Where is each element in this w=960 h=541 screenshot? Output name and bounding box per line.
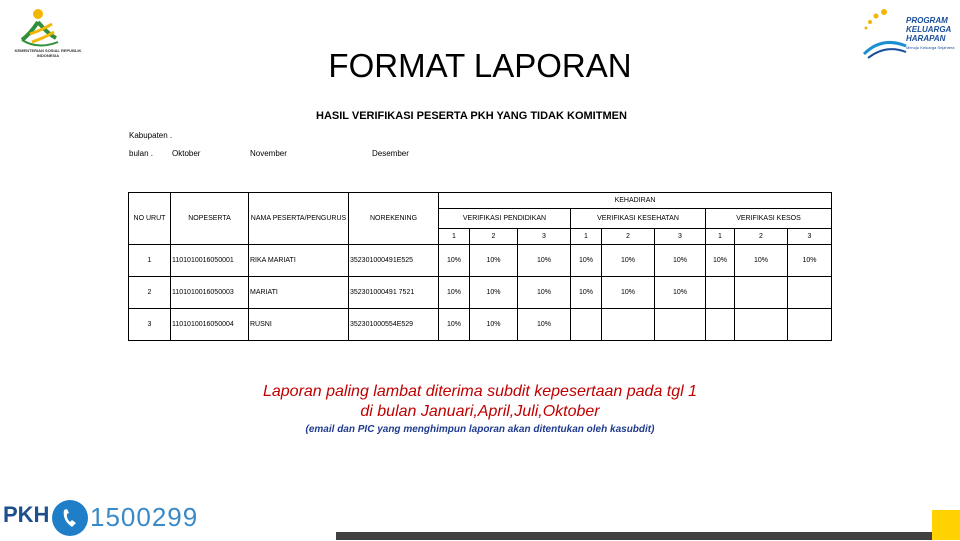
- logo-line-harapan: HARAPAN: [906, 34, 946, 43]
- sub-header: 2: [470, 229, 518, 245]
- page-title: FORMAT LAPORAN: [328, 47, 632, 84]
- logo-line-program: PROGRAM: [906, 16, 948, 25]
- report-subtitle: HASIL VERIFIKASI PESERTA PKH YANG TIDAK KOMITMEN: [316, 110, 627, 122]
- cell-value: [602, 309, 655, 341]
- group-header-pendidikan: VERIFIKASI PENDIDIKAN: [439, 209, 571, 229]
- cell-nopeserta: 1101010016050001: [171, 245, 249, 277]
- cell-value: [655, 309, 706, 341]
- sub-header: 1: [571, 229, 602, 245]
- cell-value: 10%: [518, 245, 571, 277]
- cell-value: 10%: [439, 245, 470, 277]
- pkh-program-logo-text: [906, 16, 951, 43]
- cell-value: 10%: [518, 277, 571, 309]
- kabupaten-label: Kabupaten .: [129, 131, 173, 140]
- cell-nopeserta: 1101010016050003: [171, 277, 249, 309]
- cell-value: 10%: [655, 277, 706, 309]
- cell-norek: 352301000491E525: [349, 245, 439, 277]
- cell-nama: RIKA MARIATI: [249, 245, 349, 277]
- cell-value: 10%: [518, 309, 571, 341]
- cell-value: 10%: [655, 245, 706, 277]
- col-header-nama: NAMA PESERTA/PENGURUS: [249, 193, 349, 245]
- cell-value: [735, 309, 788, 341]
- cell-value: 10%: [571, 277, 602, 309]
- hotline-number: 1500299: [90, 502, 199, 532]
- cell-value: 10%: [439, 277, 470, 309]
- col-header-kehadiran: KEHADIRAN: [439, 193, 832, 209]
- month-oktober: Oktober: [172, 149, 201, 158]
- cell-no: 3: [129, 309, 171, 341]
- sub-header: 1: [706, 229, 735, 245]
- logo-line-keluarga: KELUARGA: [906, 25, 952, 34]
- cell-value: 10%: [706, 245, 735, 277]
- cell-value: 10%: [470, 245, 518, 277]
- pkh-tagline: Menuju Keluarga Sejahtera: [906, 45, 955, 50]
- table-row: [129, 277, 832, 309]
- cell-value: 10%: [571, 245, 602, 277]
- cell-value: 10%: [788, 245, 832, 277]
- month-desember: Desember: [372, 149, 409, 158]
- cell-nama: MARIATI: [249, 277, 349, 309]
- cell-value: [788, 277, 832, 309]
- month-november: November: [250, 149, 287, 158]
- col-header-nopeserta: NOPESERTA: [171, 193, 249, 245]
- phone-icon: [52, 500, 88, 536]
- cell-value: 10%: [602, 277, 655, 309]
- deadline-note-line2: di bulan Januari,April,Juli,Oktober: [360, 403, 600, 420]
- bulan-label: bulan .: [129, 149, 154, 158]
- pic-note: (email dan PIC yang menghimpun laporan akan ditentukan oleh kasubdit): [305, 424, 655, 435]
- deadline-note: [0, 382, 960, 422]
- cell-norek: 352301000554E529: [349, 309, 439, 341]
- col-header-norekening: NOREKENING: [349, 193, 439, 245]
- sub-header: 3: [518, 229, 571, 245]
- group-header-kesos: VERIFIKASI KESOS: [706, 209, 832, 229]
- sub-header: 3: [788, 229, 832, 245]
- cell-no: 1: [129, 245, 171, 277]
- footer-bar: [336, 532, 932, 540]
- footer-accent-block: [932, 510, 960, 540]
- kemensos-logo-text: KEMENTERIAN SOSIAL REPUBLIK INDONESIA: [14, 48, 82, 58]
- cell-value: 10%: [735, 245, 788, 277]
- cell-nopeserta: 1101010016050004: [171, 309, 249, 341]
- table-header-row: [129, 193, 832, 209]
- cell-value: 10%: [439, 309, 470, 341]
- sub-header: 2: [602, 229, 655, 245]
- phone-glyph-icon: [52, 500, 88, 536]
- cell-value: [571, 309, 602, 341]
- cell-norek: 352301000491 7521: [349, 277, 439, 309]
- cell-value: 10%: [470, 309, 518, 341]
- cell-value: [735, 277, 788, 309]
- cell-value: [788, 309, 832, 341]
- cell-value: [706, 309, 735, 341]
- table-row: [129, 245, 832, 277]
- group-header-kesehatan: VERIFIKASI KESEHATAN: [571, 209, 706, 229]
- cell-value: 10%: [470, 277, 518, 309]
- deadline-note-line1: Laporan paling lambat diterima subdit kepesertaan pada tgl 1: [262, 383, 698, 400]
- sub-header: 1: [439, 229, 470, 245]
- cell-nama: RUSNI: [249, 309, 349, 341]
- pkh-brand: PKH: [3, 502, 50, 527]
- cell-value: [706, 277, 735, 309]
- sub-header: 3: [655, 229, 706, 245]
- sub-header: 2: [735, 229, 788, 245]
- col-header-no-urut: NO URUT: [129, 193, 171, 245]
- cell-value: 10%: [602, 245, 655, 277]
- cell-no: 2: [129, 277, 171, 309]
- verification-table: [128, 192, 832, 341]
- table-row: [129, 309, 832, 341]
